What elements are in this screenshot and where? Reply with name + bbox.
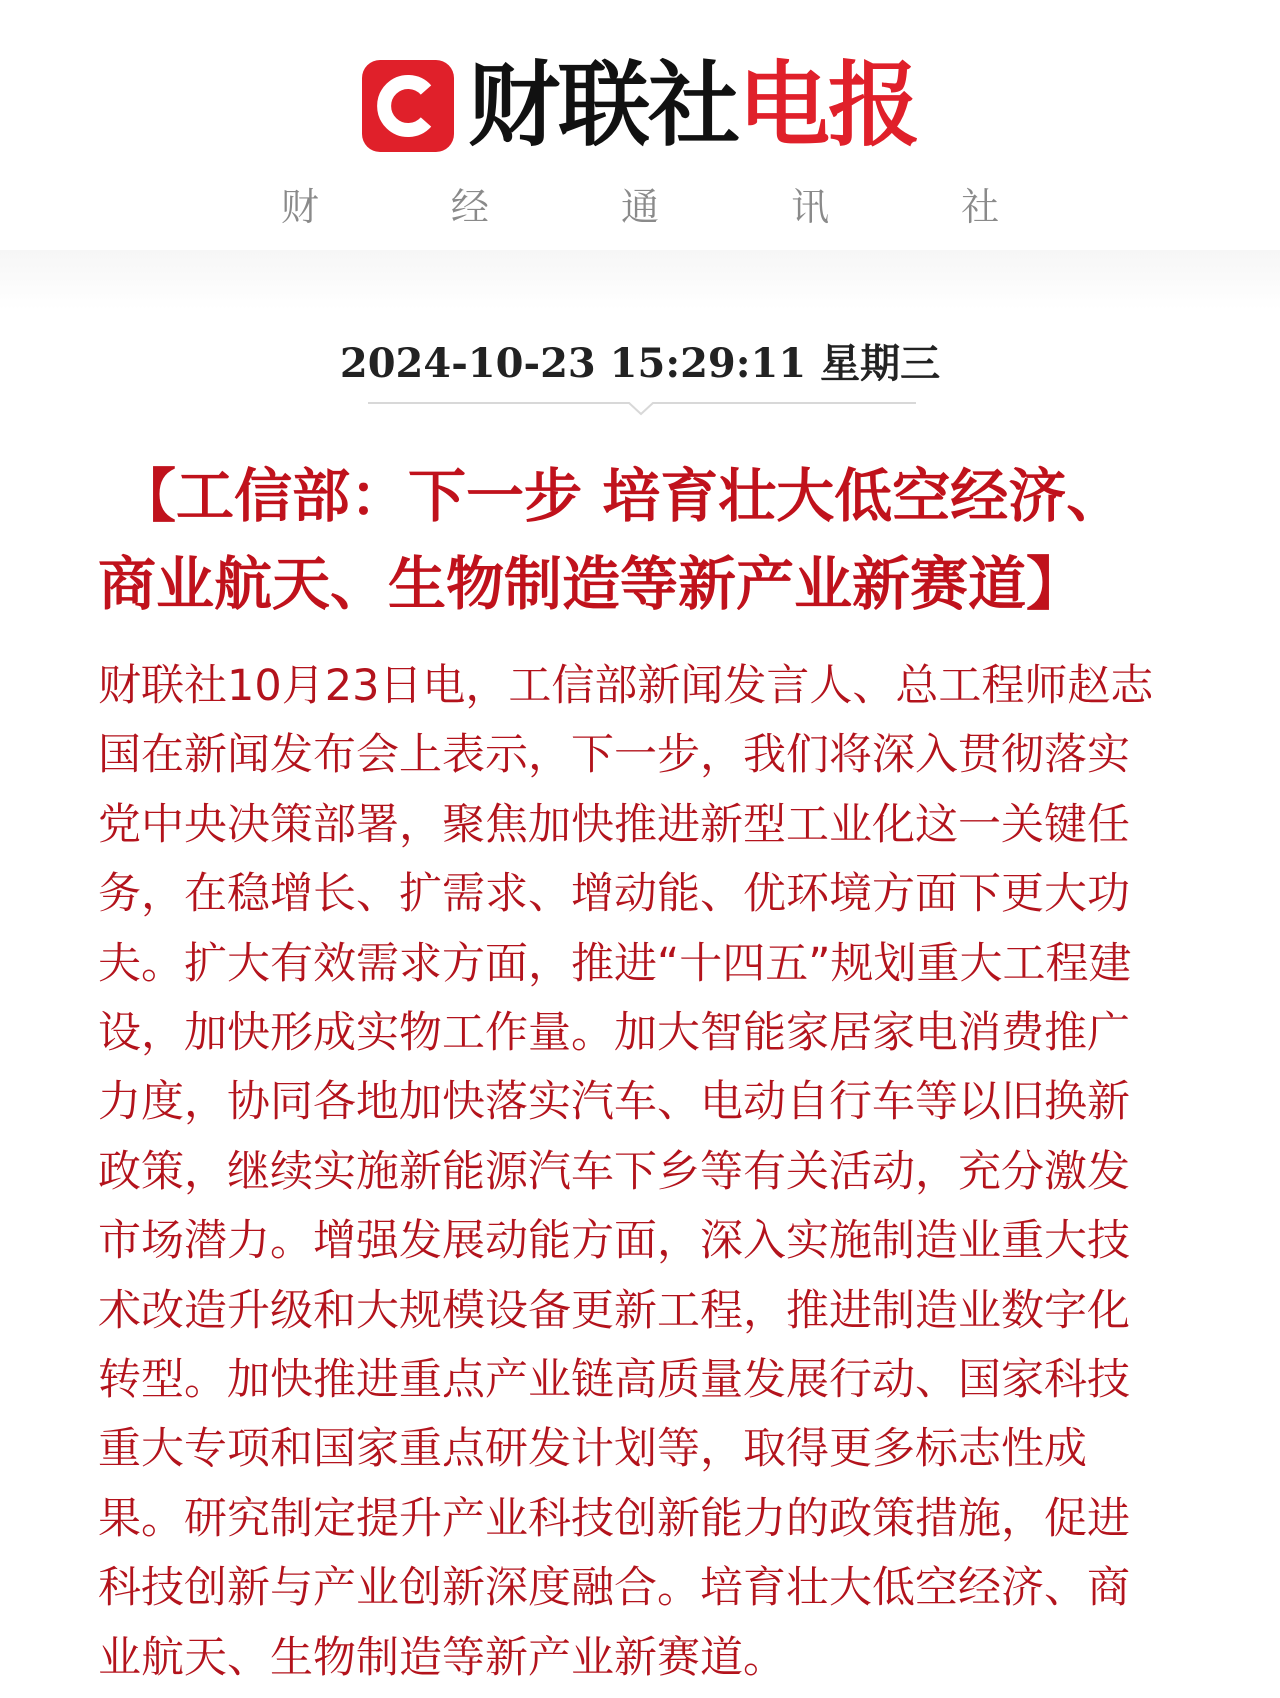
- body-line: 果。研究制定提升产业科技创新能力的政策措施，促进: [98, 1493, 1130, 1544]
- brand-name: 财联社: [467, 52, 738, 159]
- brand-subtitle: 财 经 通 讯 社: [280, 185, 1060, 229]
- header: [0, 52, 1280, 231]
- brand-name-highlight: 电报: [738, 52, 919, 159]
- body-line: 财联社10月23日电，工信部新闻发言人、总工程师赵志: [98, 661, 1154, 711]
- body-line: 党中央决策部署，聚焦加快推进新型工业化这一关键任: [98, 799, 1130, 850]
- body-line: 业航天、生物制造等新产业新赛道。: [98, 1632, 786, 1683]
- body-line: 政策，继续实施新能源汽车下乡等有关活动，充分激发: [98, 1146, 1130, 1197]
- body-line: 设，加快形成实物工作量。加大智能家居家电消费推广: [98, 1008, 1130, 1059]
- body-line: 市场潜力。增强发展动能方面，深入实施制造业重大技: [98, 1216, 1130, 1267]
- body-line: 术改造升级和大规模设备更新工程，推进制造业数字化: [98, 1285, 1130, 1336]
- header-shade: [0, 250, 1280, 310]
- title-line: 商业航天、生物制造等新产业新赛道】: [98, 550, 1085, 618]
- title-line: 【工信部：下一步 培育壮大低空经济、: [118, 462, 1125, 530]
- body-line: 重大专项和国家重点研发计划等，取得更多标志性成: [98, 1424, 1087, 1475]
- article-title: [98, 452, 1198, 628]
- cls-logo-icon: [362, 60, 454, 152]
- body-line: 科技创新与产业创新深度融合。培育壮大低空经济、商: [98, 1563, 1130, 1614]
- divider-notch-icon: [628, 402, 654, 416]
- article-body: [98, 652, 1188, 1693]
- publish-datetime: 2024-10-23 15:29:11 星期三: [339, 340, 941, 387]
- body-line: 夫。扩大有效需求方面，推进“十四五”规划重大工程建: [98, 938, 1132, 989]
- body-line: 转型。加快推进重点产业链高质量发展行动、国家科技: [98, 1355, 1130, 1406]
- body-line: 力度，协同各地加快落实汽车、电动自行车等以旧换新: [98, 1077, 1130, 1128]
- brand-logo: [0, 52, 1280, 159]
- body-line: 务，在稳增长、扩需求、增动能、优环境方面下更大功: [98, 869, 1130, 920]
- body-line: 国在新闻发布会上表示，下一步，我们将深入贯彻落实: [98, 730, 1130, 781]
